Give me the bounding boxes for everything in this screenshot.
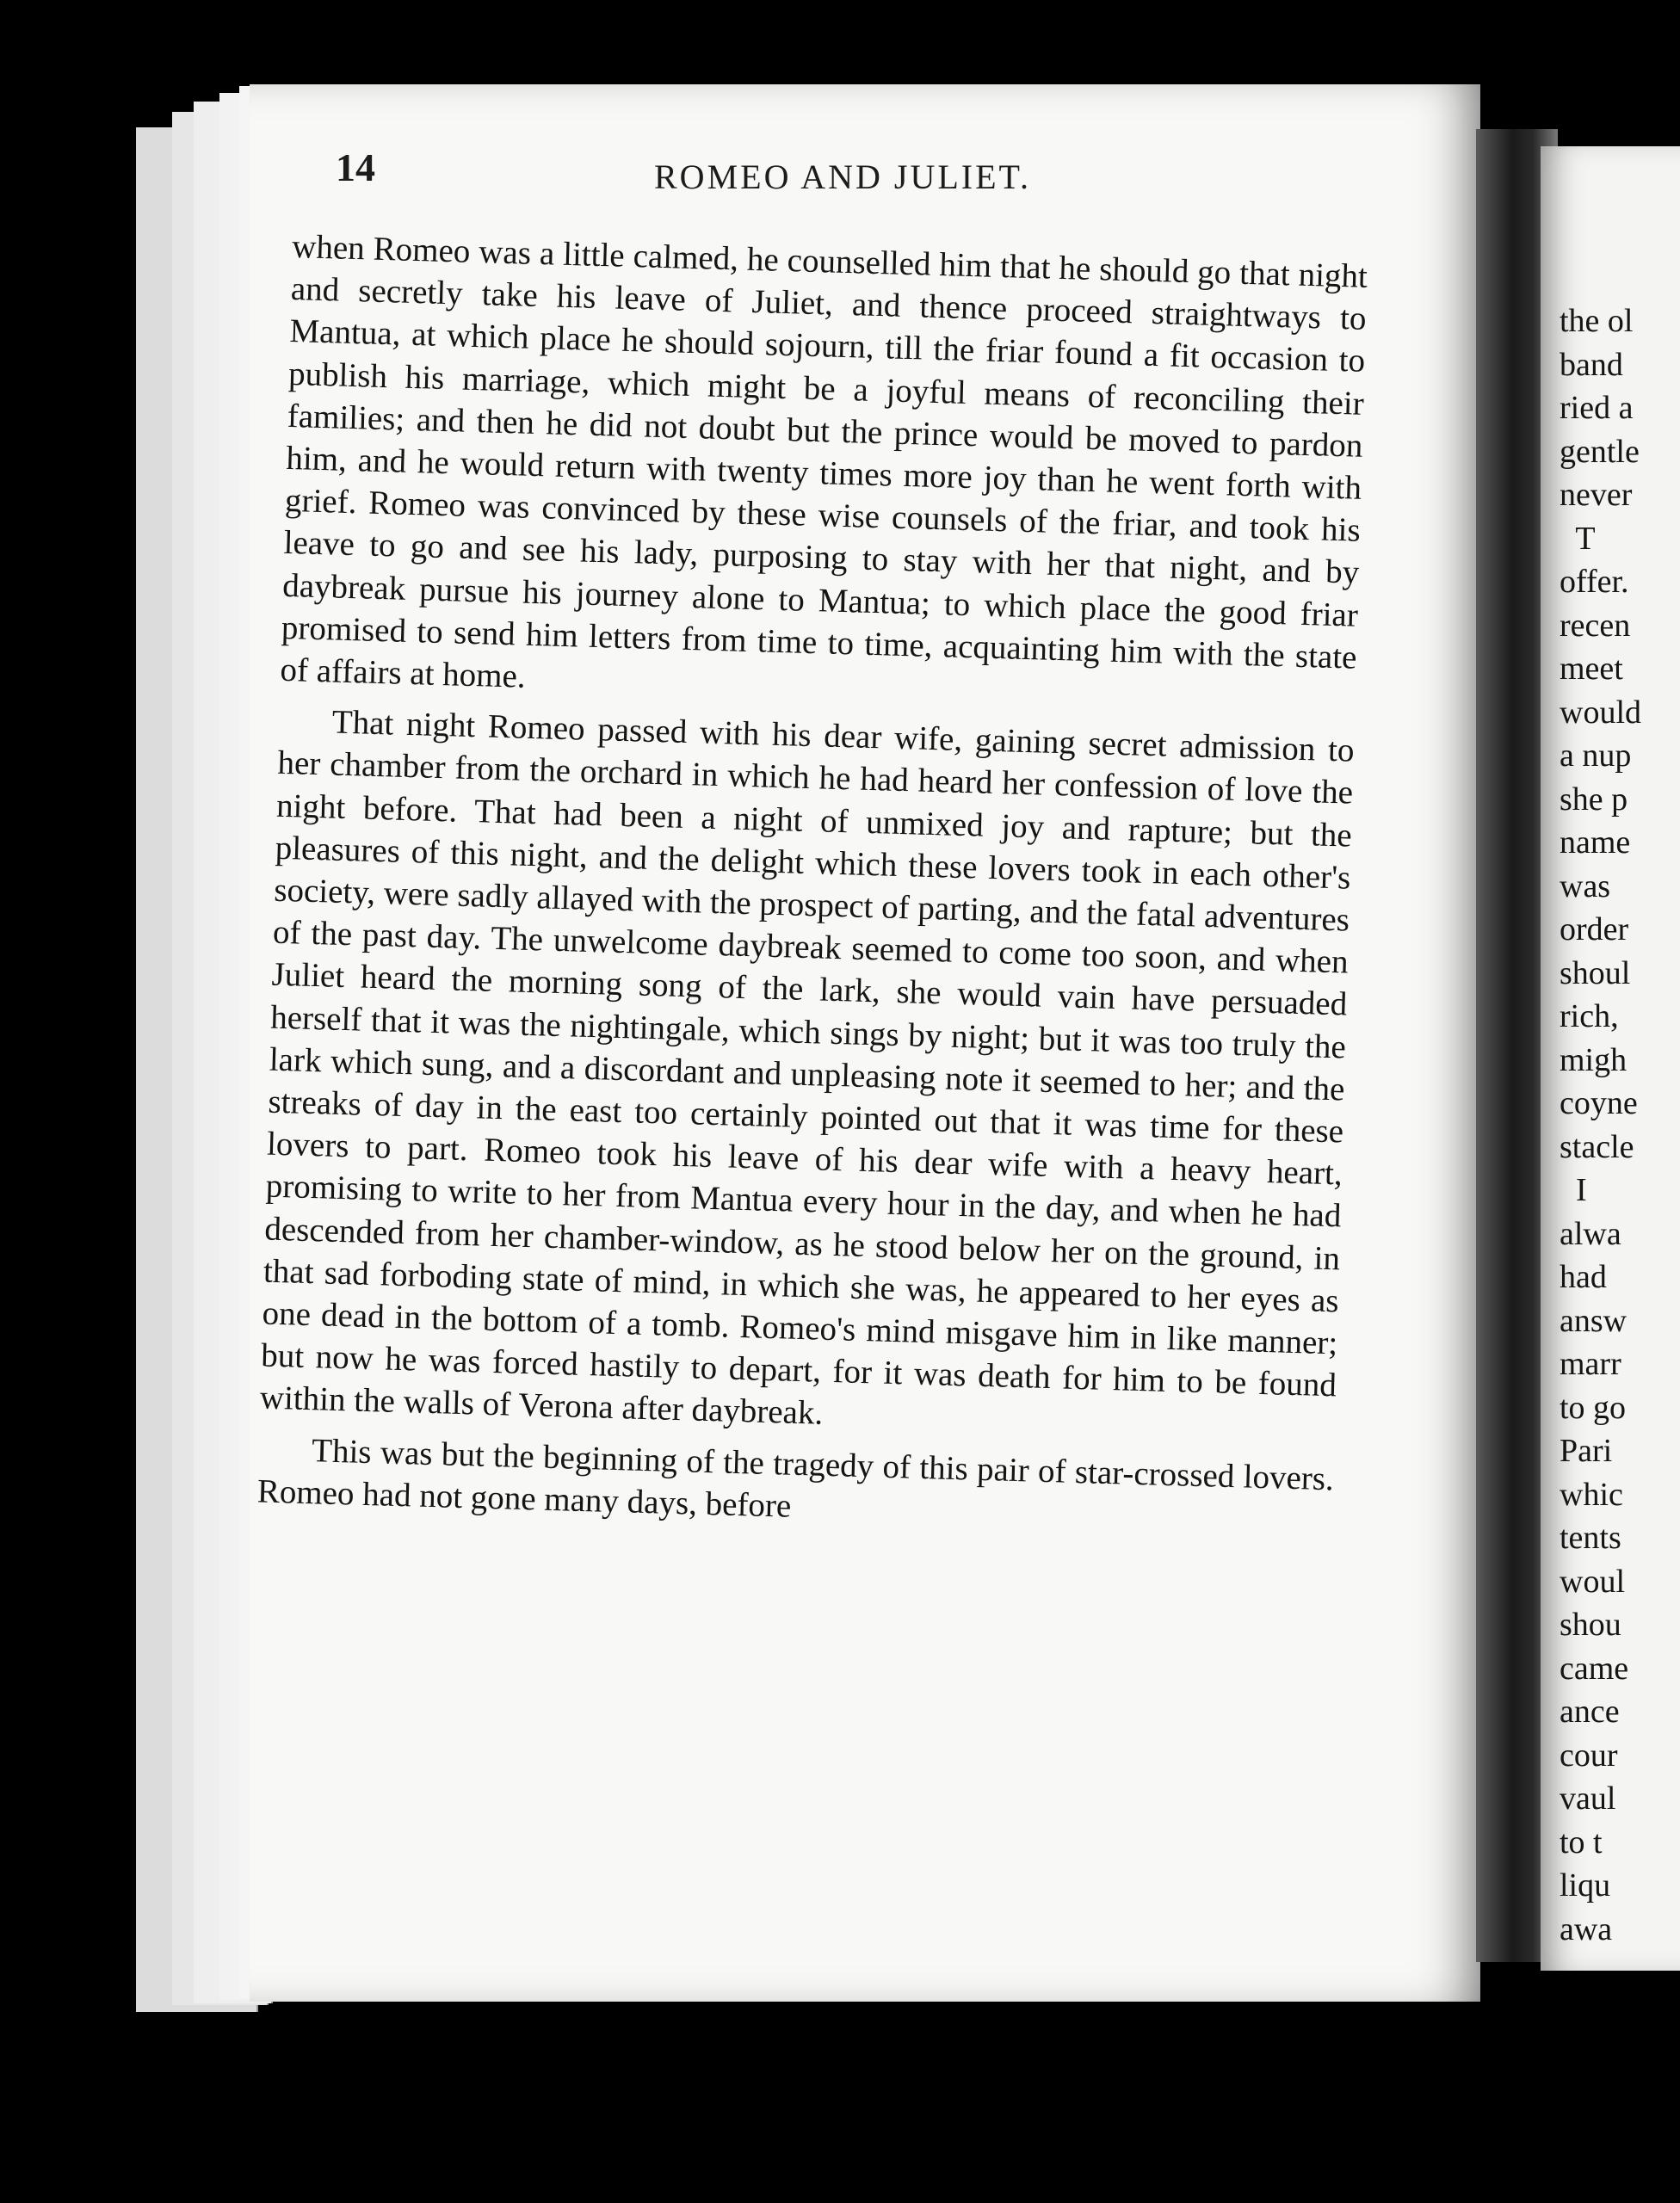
right-page-line: shou (1560, 1607, 1621, 1643)
paragraph-1: when Romeo was a little calmed, he counselled him that he should go that night and secretly take his leave of Juliet, and thence proceed straightways to Mantua, at which place he should sojourn, till the friar found a fit occasion to publish his marriage, which might be a joyful means of reconciling their families; and then he did not doubt but the prince would be moved to pardon him, and he would return with twenty times more joy than he went forth with grief. Romeo was convinced by these wise counsels of the friar, and took his leave to go and see his lady, purposing to stay with her that night, and by daybreak pursue his journey alone to Mantua; to which place the good friar promised to send him letters from time to time, acquainting him with the state of affairs at home. (279, 227, 1368, 695)
right-page-text-fragments (1560, 299, 1641, 1951)
right-page-line: alwa (1560, 1215, 1621, 1252)
running-head: ROMEO AND JULIET. (654, 157, 1032, 196)
right-page-line: came (1560, 1650, 1629, 1687)
right-page-line: was (1560, 867, 1611, 904)
right-page-line: coyne (1560, 1085, 1638, 1121)
right-page-line: would (1560, 694, 1641, 731)
right-page-line: ried a (1560, 390, 1634, 426)
right-page-line: migh (1560, 1041, 1628, 1078)
paragraph-3: This was but the beginning of the tragedy of this pair of star-crossed lovers. Romeo had not gone many days, before (256, 1431, 1335, 1525)
right-page-line: gentle (1560, 433, 1640, 470)
right-page-line: she p (1560, 781, 1628, 818)
right-page-line: I (1560, 1172, 1587, 1208)
right-page-line: a nup (1560, 737, 1632, 774)
right-page-line: awa (1560, 1910, 1613, 1947)
right-page-line: the ol (1560, 303, 1634, 339)
body-text (245, 225, 1368, 1941)
right-page-line: shoul (1560, 954, 1631, 991)
right-page-line: stacle (1560, 1128, 1634, 1165)
right-page-line: order (1560, 911, 1629, 947)
right-page-line: ance (1560, 1694, 1620, 1730)
page-header (336, 145, 1386, 205)
right-page-line: answ (1560, 1302, 1628, 1339)
right-page-line: to t (1560, 1823, 1603, 1861)
right-page-line: meet (1560, 651, 1623, 687)
right-page-line: whic (1560, 1476, 1623, 1513)
right-page-line: never (1560, 477, 1633, 513)
right-page-line: to go (1560, 1389, 1627, 1426)
right-page-line: recen (1560, 607, 1631, 644)
right-page-line: band (1560, 346, 1623, 383)
right-page-line: marr (1560, 1346, 1621, 1382)
right-page-line: vaul (1560, 1780, 1616, 1817)
page-number: 14 (336, 145, 375, 189)
right-page-line: rich, (1560, 998, 1619, 1034)
right-page-line: offer. (1560, 564, 1629, 600)
right-page-line: cour (1560, 1737, 1618, 1774)
right-page-line: had (1560, 1259, 1607, 1295)
right-book-page (1541, 146, 1680, 1971)
paragraph-2: That night Romeo passed with his dear wife, gaining secret admission to her chamber from the orchard in which he had heard her confession of love the night before. That had been a night of unmixed joy and rapture; but the pleasures of this night, and the delight which these lovers took in each other's society, were sadly allayed with the prospect of parting, and the fatal adventures of the past day. The unwelcome daybreak seemed to come too soon, and when Juliet heard the morning song of the lark, she would vain have persuaded herself that it was the nightingale, which sings by night; but it was too truly the lark which sung, and a discordant and unpleasing note it seemed to her; and the streaks of day in the east too certainly pointed out that it was time for these lovers to part. Romeo took his leave of his dear wife with a heavy heart, promising to write to her from Mantua every hour in the day, and when he had descended from her chamber-window, as he stood below her on the ground, in that sad forboding state of mind, in which she was, he appeared to her eyes as one dead in the bottom of a tomb. Romeo's mind misgave him in like manner; but now he was forced hastily to depart, for it was death for him to be found within the walls of Verona after daybreak. (259, 703, 1356, 1433)
right-page-line: woul (1560, 1563, 1625, 1600)
right-page-line: name (1560, 824, 1631, 861)
right-page-line: tents (1560, 1520, 1621, 1556)
right-page-line: liqu (1560, 1867, 1611, 1904)
right-page-line: T (1560, 520, 1596, 557)
right-page-line: Pari (1560, 1433, 1613, 1469)
